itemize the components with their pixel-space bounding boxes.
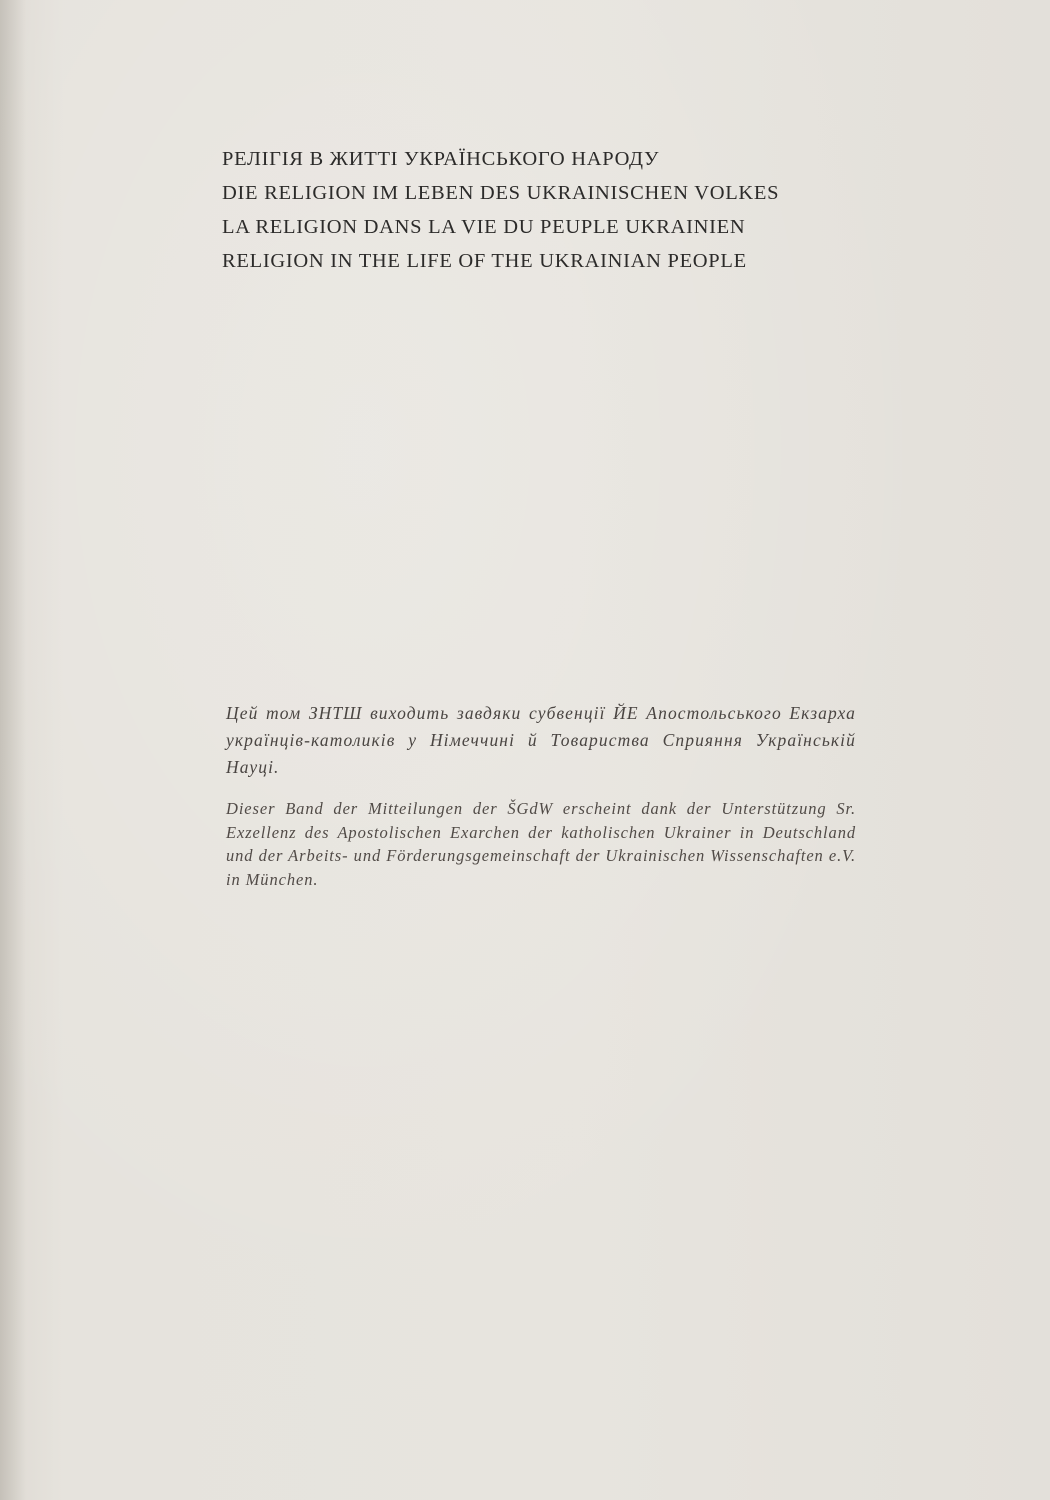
title-ukrainian: РЕЛІГІЯ В ЖИТТІ УКРАЇНСЬКОГО НАРОДУ (222, 148, 660, 170)
title-german: DIE RELIGION IM LEBEN DES UKRAINISCHEN VOLKES (222, 182, 780, 204)
title-block (222, 142, 862, 278)
title-french: LA RELIGION DANS LA VIE DU PEUPLE UKRAINIEN (222, 216, 746, 238)
subsidy-note-ukrainian: Цей том ЗНТШ виходить завдяки субвенції ЙЕ Апостольського Екзарха українців-католиків у Німеччині й Товариства Сприяння Українській Науці. (226, 703, 856, 777)
spine-shadow (0, 0, 26, 1500)
title-english: RELIGION IN THE LIFE OF THE UKRAINIAN PEOPLE (222, 250, 747, 272)
subsidy-note-german: Dieser Band der Mitteilungen der ŠGdW erscheint dank der Unterstützung Sr. Exzellenz des Apostolischen Exarchen der katholischen Ukrainer in Deutschland und der Arbeits- und Förderungsgemeinschaft der Ukrainischen Wissenschaften e.V. in München. (226, 799, 856, 889)
